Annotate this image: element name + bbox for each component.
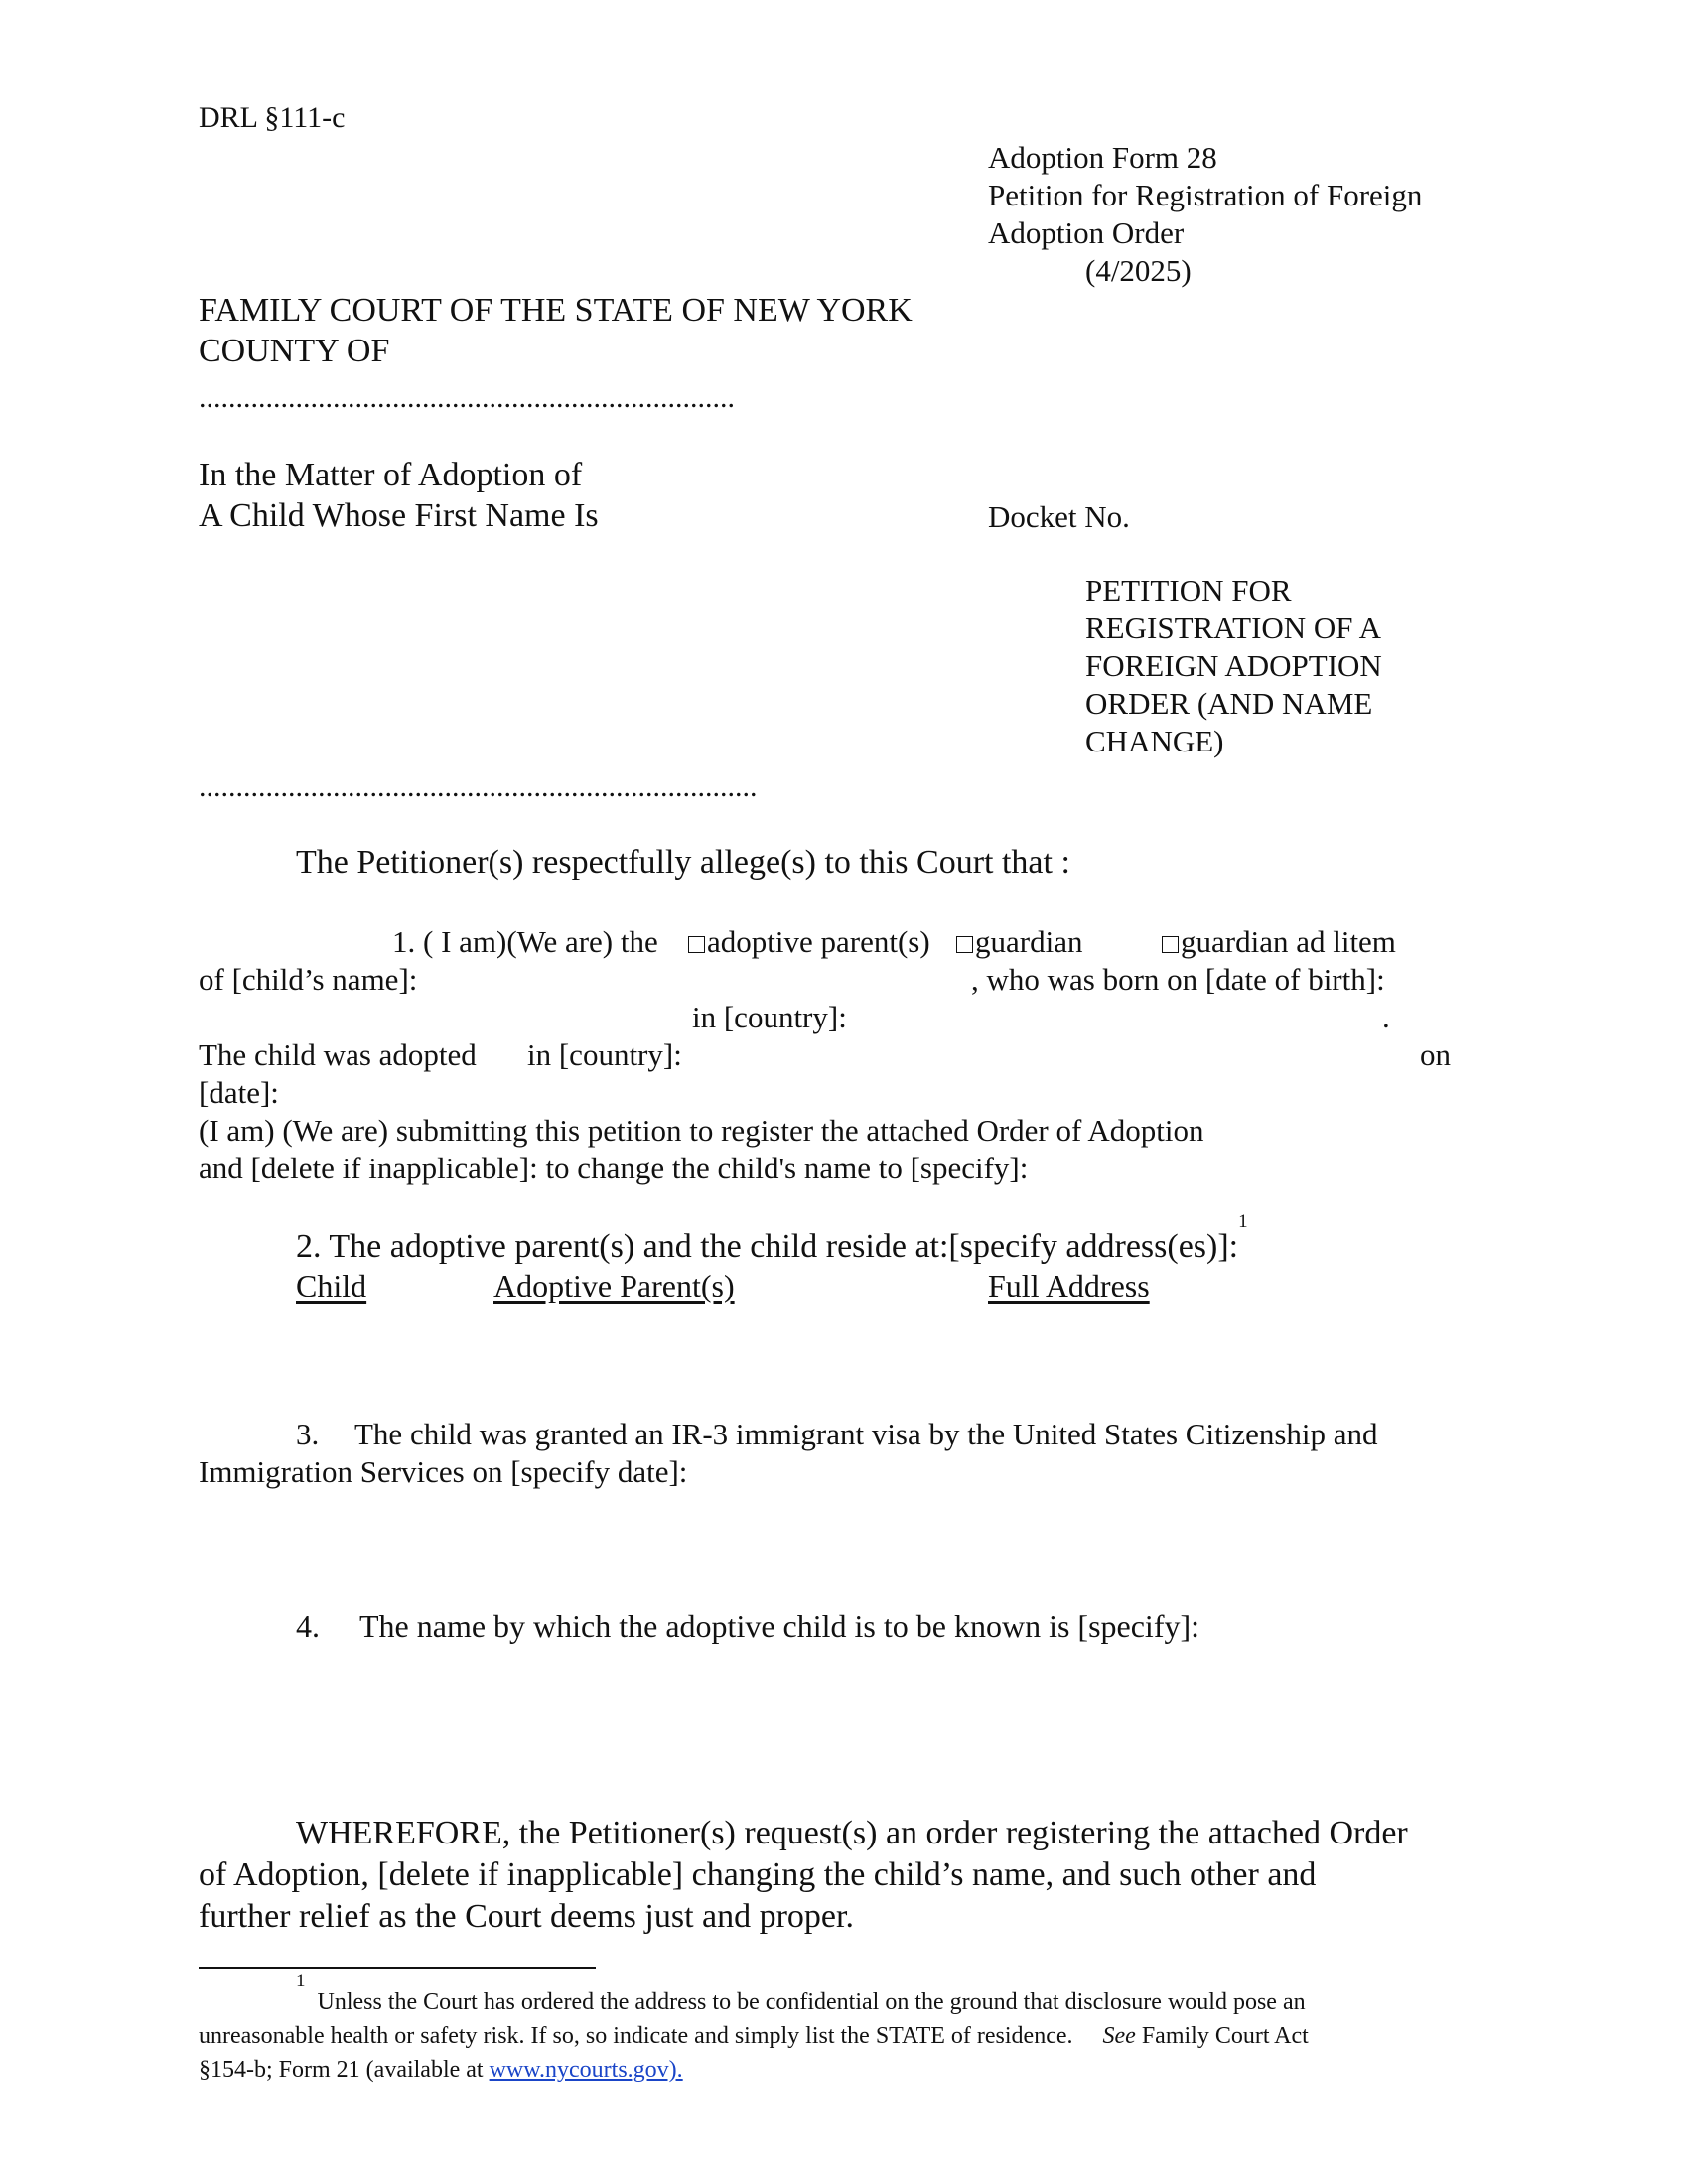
- caption-divider-top: ........................................................................: [199, 381, 735, 414]
- footnote-see: See: [1102, 2023, 1136, 2049]
- petition-title-line2: REGISTRATION OF A: [1085, 611, 1381, 645]
- column-full-address: Full Address: [988, 1268, 1150, 1303]
- para4-text: The name by which the adoptive child is to be known is [specify]:: [359, 1608, 1200, 1644]
- wherefore-line2: of Adoption, [delete if inapplicable] changing the child’s name, and such other and: [199, 1856, 1317, 1893]
- form-number: Adoption Form 28: [988, 140, 1217, 175]
- checkbox-adoptive-parents[interactable]: [688, 923, 930, 961]
- checkbox-icon: [1162, 936, 1179, 953]
- form-title-line2: Adoption Order: [988, 215, 1185, 250]
- adopted-label: The child was adopted: [199, 1037, 477, 1072]
- para3-line2: Immigration Services on [specify date]:: [199, 1454, 688, 1489]
- docket-label: Docket No.: [988, 499, 1130, 534]
- statute-reference: DRL §111-c: [199, 101, 346, 134]
- para4-number: 4.: [296, 1608, 320, 1644]
- wherefore-line1: WHEREFORE, the Petitioner(s) request(s) an order registering the attached Order: [296, 1815, 1408, 1851]
- caption-divider-bottom: ...........................................................................: [199, 770, 758, 803]
- footnote-ref[interactable]: 1: [1238, 1211, 1248, 1232]
- period: .: [1382, 1000, 1390, 1034]
- form-date: (4/2025): [1085, 253, 1192, 288]
- checkbox-guardian-ad-litem-label: guardian ad litem: [1181, 924, 1396, 959]
- footnote-line3: [199, 2053, 683, 2087]
- nycourts-link[interactable]: www.nycourts.gov).: [489, 2057, 683, 2083]
- para1-lead: 1. ( I am)(We are) the: [392, 924, 658, 959]
- checkbox-guardian-label: guardian: [975, 924, 1083, 959]
- footnote-mark: 1: [296, 1971, 306, 1991]
- petition-title-line5: CHANGE): [1085, 724, 1224, 758]
- para2-sentence: 2. The adoptive parent(s) and the child reside at:[specify address(es)]:: [296, 1228, 1239, 1265]
- para3-number: 3.: [296, 1417, 320, 1451]
- on-label: on: [1420, 1037, 1451, 1072]
- petition-title-line3: FOREIGN ADOPTION: [1085, 648, 1382, 683]
- wherefore-line3: further relief as the Court deems just and proper.: [199, 1898, 854, 1935]
- footnote-line1: [296, 1971, 1306, 2019]
- para3-line1: The child was granted an IR-3 immigrant visa by the United States Citizenship and: [354, 1417, 1378, 1451]
- checkbox-guardian-ad-litem[interactable]: [1162, 923, 1396, 961]
- column-adoptive-parents: Adoptive Parent(s): [493, 1268, 735, 1303]
- footnote-text-line2a: unreasonable health or safety risk. If so, so indicate and simply list the STATE of residence.: [199, 2023, 1073, 2049]
- footnote-line2: [199, 2019, 1309, 2053]
- checkbox-icon: [956, 936, 973, 953]
- form-title-line1: Petition for Registration of Foreign: [988, 178, 1423, 212]
- birth-country-label: in [country]:: [692, 1000, 847, 1034]
- footnote-separator: [199, 1967, 596, 1969]
- county-label: COUNTY OF: [199, 333, 390, 369]
- petition-title-line1: PETITION FOR: [1085, 573, 1292, 608]
- adopted-country-label: in [country]:: [527, 1037, 682, 1072]
- checkbox-guardian[interactable]: [956, 923, 1082, 961]
- child-name-label: of [child’s name]:: [199, 962, 418, 997]
- court-name: FAMILY COURT OF THE STATE OF NEW YORK: [199, 292, 913, 329]
- footnote-text-line3a: §154-b; Form 21 (available at: [199, 2057, 484, 2083]
- intro-text: The Petitioner(s) respectfully allege(s) to this Court that :: [296, 844, 1070, 881]
- checkbox-adoptive-parents-label: adoptive parent(s): [707, 924, 930, 959]
- submit-line2: and [delete if inapplicable]: to change the child's name to [specify]:: [199, 1151, 1029, 1185]
- checkbox-icon: [688, 936, 705, 953]
- column-child: Child: [296, 1268, 367, 1303]
- matter-line2: A Child Whose First Name Is: [199, 497, 599, 534]
- date-label: [date]:: [199, 1075, 279, 1110]
- para2-text: [296, 1211, 1248, 1268]
- petition-title-line4: ORDER (AND NAME: [1085, 686, 1373, 721]
- footnote-text-line1: Unless the Court has ordered the address to be confidential on the ground that disclosure would pose an: [317, 1989, 1306, 2015]
- matter-line1: In the Matter of Adoption of: [199, 457, 583, 493]
- footnote-text-line2b: Family Court Act: [1141, 2023, 1309, 2049]
- dob-label: , who was born on [date of birth]:: [971, 962, 1385, 997]
- submit-line1: (I am) (We are) submitting this petition to register the attached Order of Adoption: [199, 1113, 1204, 1148]
